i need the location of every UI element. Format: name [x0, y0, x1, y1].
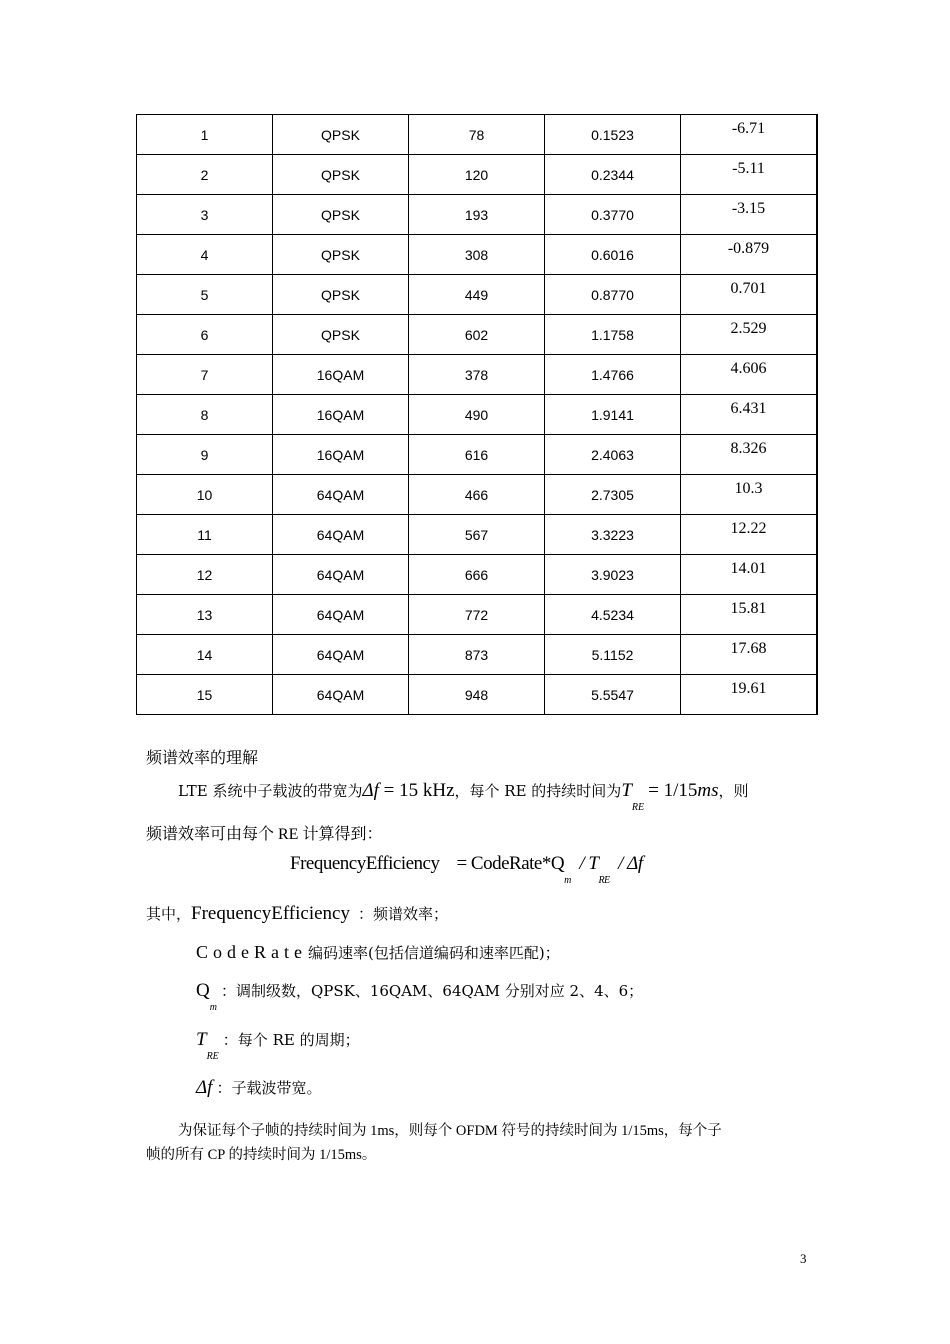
table-cell-efficiency: 0.2344: [545, 155, 681, 195]
intro-line-2: 频谱效率可由每个 RE 计算得到：: [146, 826, 383, 843]
formula-t-subscript: RE: [598, 875, 610, 886]
table-cell-cqi-index: 4: [137, 235, 273, 275]
table-cell-cqi-index: 15: [137, 675, 273, 715]
table-row: [137, 315, 818, 355]
delta-f-text: Δf: [362, 780, 379, 801]
table-cell-efficiency: 1.1758: [545, 315, 681, 355]
table-cell-cqi-index: 5: [137, 275, 273, 315]
table-cell-cqi-index: 7: [137, 355, 273, 395]
formula-q-subscript: m: [564, 875, 571, 886]
table-cell-sinr-threshold: 0.701: [681, 275, 818, 315]
duration-value: = 1/15: [648, 780, 698, 801]
table-row: [137, 355, 818, 395]
section-heading: 频谱效率的理解: [146, 750, 259, 767]
table-cell-modulation: 64QAM: [273, 475, 409, 515]
def-q-desc: ：调制级数，QPSK、16QAM、64QAM 分别对应 2、4、6；: [220, 982, 644, 1000]
table-cell-code-rate-x1024: 772: [409, 595, 545, 635]
delta-f-symbol: [362, 780, 454, 801]
bandwidth-value: = 15 kHz: [383, 780, 455, 801]
table-cell-cqi-index: 3: [137, 195, 273, 235]
table-cell-sinr-threshold: 14.01: [681, 555, 818, 595]
table-cell-sinr-threshold: 6.431: [681, 395, 818, 435]
table-cell-efficiency: 1.9141: [545, 395, 681, 435]
table-cell-modulation: QPSK: [273, 275, 409, 315]
table-cell-cqi-index: 10: [137, 475, 273, 515]
table-cell-cqi-index: 8: [137, 395, 273, 435]
intro-text-1: LTE 系统中子载波的带宽为: [178, 782, 363, 800]
def-df-desc: ：子载波带宽。: [216, 1079, 322, 1097]
table-cell-code-rate-x1024: 120: [409, 155, 545, 195]
table-cell-sinr-threshold: -6.71: [681, 115, 818, 155]
t-subscript: RE: [631, 802, 645, 813]
closing-line-2: 帧的所有 CP 的持续时间为 1/15ms。: [146, 1147, 377, 1163]
table-cell-cqi-index: 12: [137, 555, 273, 595]
intro-line-1: [178, 780, 749, 813]
def-cr-desc: ：编码速率(包括信道编码和速率匹配)；: [292, 944, 560, 962]
table-cell-efficiency: 3.3223: [545, 515, 681, 555]
cqi-table-body: [137, 115, 818, 715]
table-cell-code-rate-x1024: 616: [409, 435, 545, 475]
table-cell-code-rate-x1024: 490: [409, 395, 545, 435]
table-cell-sinr-threshold: 4.606: [681, 355, 818, 395]
table-cell-efficiency: 0.1523: [545, 115, 681, 155]
table-cell-cqi-index: 13: [137, 595, 273, 635]
formula-slash-df: / Δf: [618, 853, 643, 874]
table-cell-code-rate-x1024: 78: [409, 115, 545, 155]
table-cell-sinr-threshold: 8.326: [681, 435, 818, 475]
intro-text-3: ，则: [718, 782, 749, 800]
table-cell-code-rate-x1024: 666: [409, 555, 545, 595]
table-cell-efficiency: 0.6016: [545, 235, 681, 275]
table-cell-cqi-index: 14: [137, 635, 273, 675]
table-cell-code-rate-x1024: 466: [409, 475, 545, 515]
table-cell-modulation: 64QAM: [273, 515, 409, 555]
table-cell-code-rate-x1024: 948: [409, 675, 545, 715]
def-re-period: [196, 1029, 360, 1062]
closing-line-1: 为保证每个子帧的持续时间为 1ms，则每个 OFDM 符号的持续时间为 1/15ms，每个子: [178, 1123, 722, 1139]
table-cell-modulation: 64QAM: [273, 595, 409, 635]
table-row: [137, 595, 818, 635]
table-cell-sinr-threshold: 2.529: [681, 315, 818, 355]
table-row: [137, 555, 818, 595]
ms-unit: ms: [697, 780, 719, 801]
table-cell-cqi-index: 11: [137, 515, 273, 555]
def-where: 其中，: [146, 905, 192, 923]
def-q-term: Q: [196, 980, 210, 1001]
table-cell-modulation: 16QAM: [273, 435, 409, 475]
def-modulation-order: [196, 980, 644, 1013]
table-cell-cqi-index: 9: [137, 435, 273, 475]
table-row: [137, 635, 818, 675]
def-q-subscript: m: [209, 1002, 217, 1013]
table-row: [137, 275, 818, 315]
table-cell-code-rate-x1024: 602: [409, 315, 545, 355]
def-frequency-efficiency: [146, 903, 448, 925]
formula-lhs: FrequencyEfficiency: [290, 853, 440, 874]
t-symbol: T: [621, 780, 632, 801]
table-row: [137, 395, 818, 435]
table-cell-efficiency: 2.7305: [545, 475, 681, 515]
table-cell-code-rate-x1024: 378: [409, 355, 545, 395]
table-cell-modulation: QPSK: [273, 195, 409, 235]
table-cell-code-rate-x1024: 193: [409, 195, 545, 235]
table-cell-cqi-index: 6: [137, 315, 273, 355]
table-cell-sinr-threshold: 17.68: [681, 635, 818, 675]
def-fe-desc: ：频谱效率；: [357, 905, 448, 923]
table-cell-sinr-threshold: 12.22: [681, 515, 818, 555]
def-subcarrier-bandwidth: [196, 1077, 321, 1099]
table-cell-efficiency: 3.9023: [545, 555, 681, 595]
table-row: [137, 515, 818, 555]
table-cell-modulation: QPSK: [273, 115, 409, 155]
def-df-term: Δf: [196, 1077, 213, 1098]
table-cell-modulation: 64QAM: [273, 635, 409, 675]
table-row: [137, 435, 818, 475]
table-cell-modulation: QPSK: [273, 235, 409, 275]
def-fe-term: FrequencyEfficiency: [191, 903, 350, 924]
def-cr-term: CodeRate: [196, 942, 307, 962]
table-cell-efficiency: 2.4063: [545, 435, 681, 475]
table-cell-efficiency: 5.5547: [545, 675, 681, 715]
page-number: 3: [800, 1251, 807, 1266]
table-cell-modulation: 16QAM: [273, 355, 409, 395]
table-cell-code-rate-x1024: 567: [409, 515, 545, 555]
cqi-table: [136, 114, 818, 715]
intro-text-2: ，每个 RE 的持续时间为: [454, 782, 622, 800]
table-cell-modulation: 64QAM: [273, 675, 409, 715]
def-code-rate: [196, 942, 560, 963]
table-cell-modulation: QPSK: [273, 155, 409, 195]
formula-coderate: = CodeRate*Q: [456, 853, 565, 874]
table-cell-sinr-threshold: -5.11: [681, 155, 818, 195]
table-cell-efficiency: 0.8770: [545, 275, 681, 315]
table-cell-code-rate-x1024: 449: [409, 275, 545, 315]
def-t-subscript: RE: [206, 1051, 219, 1062]
table-row: [137, 155, 818, 195]
table-cell-sinr-threshold: 10.3: [681, 475, 818, 515]
table-row: [137, 115, 818, 155]
def-t-term: T: [196, 1029, 207, 1050]
table-cell-modulation: 16QAM: [273, 395, 409, 435]
table-cell-sinr-threshold: -3.15: [681, 195, 818, 235]
table-cell-modulation: 64QAM: [273, 555, 409, 595]
def-t-desc: ：每个 RE 的周期；: [222, 1031, 360, 1049]
table-cell-code-rate-x1024: 308: [409, 235, 545, 275]
table-cell-efficiency: 5.1152: [545, 635, 681, 675]
table-cell-sinr-threshold: 15.81: [681, 595, 818, 635]
table-cell-modulation: QPSK: [273, 315, 409, 355]
table-cell-code-rate-x1024: 873: [409, 635, 545, 675]
table-cell-efficiency: 4.5234: [545, 595, 681, 635]
table-row: [137, 475, 818, 515]
table-cell-cqi-index: 1: [137, 115, 273, 155]
table-cell-efficiency: 1.4766: [545, 355, 681, 395]
table-cell-sinr-threshold: 19.61: [681, 675, 818, 715]
table-row: [137, 675, 818, 715]
table-cell-cqi-index: 2: [137, 155, 273, 195]
table-cell-efficiency: 0.3770: [545, 195, 681, 235]
table-row: [137, 235, 818, 275]
table-cell-sinr-threshold: -0.879: [681, 235, 818, 275]
spectral-efficiency-formula: [290, 853, 643, 886]
formula-slash-t: / T: [579, 853, 599, 874]
table-row: [137, 195, 818, 235]
